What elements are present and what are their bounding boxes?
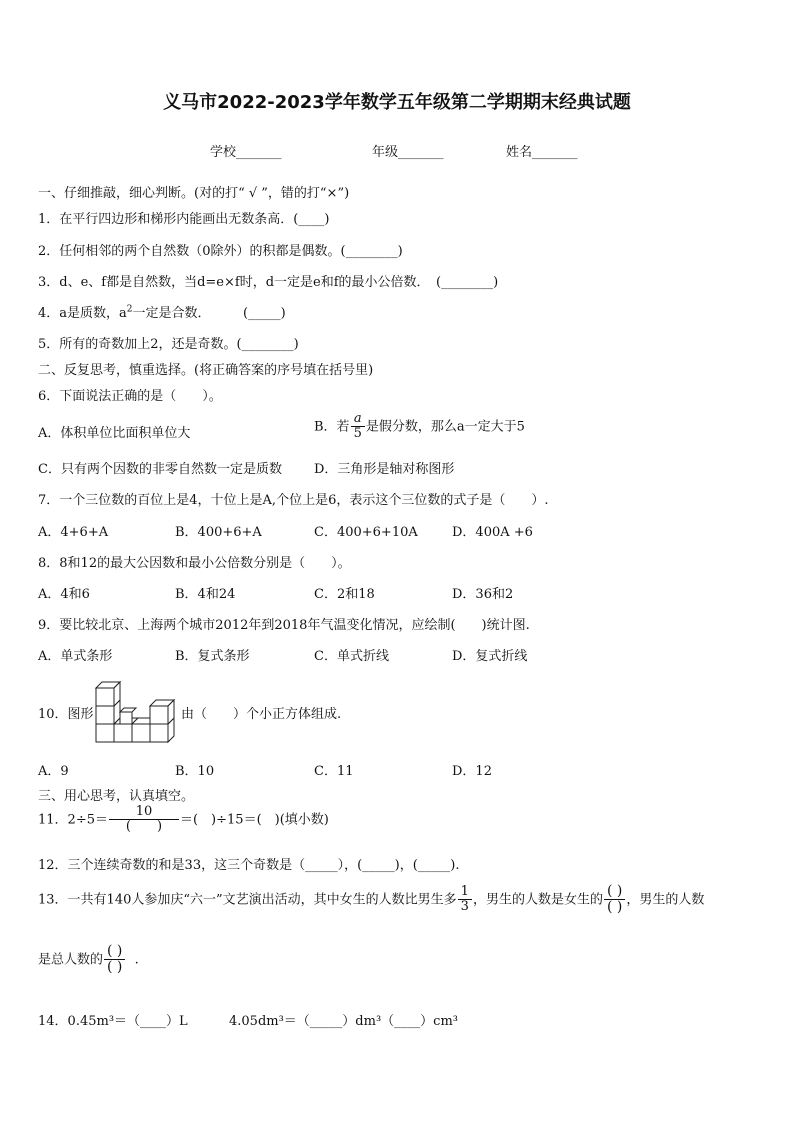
question-10-option-a: A．9 bbox=[38, 764, 69, 779]
fraction-numerator: ( ) bbox=[104, 944, 125, 960]
question-11-prefix: 11．2÷5＝ bbox=[38, 812, 108, 828]
question-4-part2: 一定是合数． (_____) bbox=[132, 306, 286, 321]
question-9-option-b: B．复式条形 bbox=[175, 649, 250, 664]
question-6-option-d: D．三角形是轴对称图形 bbox=[314, 462, 455, 477]
question-6-option-c: C．只有两个因数的非零自然数一定是质数 bbox=[38, 462, 282, 477]
cube-left-middle bbox=[96, 706, 114, 724]
question-13-part4: 是总人数的 bbox=[38, 952, 104, 968]
option-b-prefix: B．若 bbox=[314, 419, 350, 435]
cube-figure bbox=[94, 674, 180, 746]
question-8-option-b: B．4和24 bbox=[175, 587, 236, 602]
question-8-option-c: C．2和18 bbox=[314, 587, 375, 602]
question-8-option-a: A．4和6 bbox=[38, 587, 90, 602]
section-3-heading: 三、用心思考，认真填空。 bbox=[38, 789, 195, 804]
fraction-numerator: ( ) bbox=[604, 884, 625, 900]
fraction-blank-2 bbox=[104, 944, 125, 976]
question-4-part1: 4．a是质数，a bbox=[38, 306, 127, 321]
question-7-option-b: B．400+6+A bbox=[175, 525, 262, 540]
question-13-end: . bbox=[134, 952, 139, 968]
fraction-blank bbox=[604, 884, 625, 916]
fraction-1-over-3 bbox=[458, 885, 472, 915]
question-3: 3．d、e、f都是自然数，当d=e×f时，d一定是e和f的最小公倍数． (________) bbox=[38, 275, 499, 290]
fraction-denominator: ( ) bbox=[606, 899, 623, 916]
question-5: 5．所有的奇数加上2，还是奇数。(________) bbox=[38, 337, 299, 352]
question-10-prefix: 10．图形 bbox=[38, 707, 94, 722]
fraction-denominator: ( ) bbox=[125, 819, 163, 835]
cube-bottom-1 bbox=[96, 724, 114, 742]
question-10-option-d: D．12 bbox=[452, 764, 492, 779]
question-9: 9．要比较北京、上海两个城市2012年到2018年气温变化情况，应绘制( )统计图. bbox=[38, 618, 530, 633]
page-title: 义马市2022-2023学年数学五年级第二学期期末经典试题 bbox=[163, 92, 631, 113]
question-13 bbox=[38, 884, 704, 916]
grade-field: 年级_______ bbox=[372, 145, 444, 160]
option-b-suffix: 是假分数，那么a一定大于5 bbox=[365, 419, 525, 435]
question-7: 7．一个三位数的百位上是4，十位上是A,个位上是6，表示这个三位数的式子是（ ）. bbox=[38, 493, 549, 508]
question-10-suffix: 由（ ）个小正方体组成. bbox=[181, 707, 342, 722]
question-13-part2: ，男生的人数是女生的 bbox=[472, 892, 603, 908]
fraction-denominator: 3 bbox=[460, 899, 469, 915]
question-7-option-a: A．4+6+A bbox=[38, 525, 109, 540]
cube-bottom-4 bbox=[150, 724, 168, 742]
fraction-10-over-blank bbox=[109, 805, 179, 835]
fraction-numerator: a bbox=[351, 412, 365, 427]
cube-step bbox=[120, 712, 132, 724]
question-4 bbox=[38, 302, 286, 321]
section-1-heading: 一、仔细推敲，细心判断。(对的打“ √ ”，错的打“×”) bbox=[38, 186, 350, 201]
question-9-option-a: A．单式条形 bbox=[38, 649, 113, 664]
fraction-numerator: 10 bbox=[109, 805, 179, 820]
section-2-heading: 二、反复思考，慎重选择。(将正确答案的序号填在括号里) bbox=[38, 363, 374, 378]
question-6: 6．下面说法正确的是（ ）。 bbox=[38, 389, 222, 404]
cube-bottom-2 bbox=[114, 724, 132, 742]
question-11-suffix: ＝( )÷15＝( )(填小数) bbox=[179, 812, 329, 828]
question-7-option-c: C．400+6+10A bbox=[314, 525, 418, 540]
question-8: 8．8和12的最大公因数和最小公倍数分别是（ ）。 bbox=[38, 556, 351, 571]
question-6-option-a: A．体积单位比面积单位大 bbox=[38, 426, 191, 441]
question-6-option-b bbox=[314, 412, 525, 442]
school-field: 学校_______ bbox=[210, 145, 282, 160]
question-13-line2 bbox=[38, 944, 139, 976]
question-12: 12．三个连续奇数的和是33，这三个奇数是（_____），(_____)，(_____). bbox=[38, 858, 460, 873]
question-11 bbox=[38, 805, 329, 835]
question-8-option-d: D．36和2 bbox=[452, 587, 514, 602]
question-10-option-c: C．11 bbox=[314, 764, 354, 779]
question-2: 2．任何相邻的两个自然数（0除外）的积都是偶数。(________) bbox=[38, 244, 403, 259]
fraction-a-over-5 bbox=[351, 412, 365, 442]
question-14-part1: 14．0.45m³＝（____）L bbox=[38, 1014, 188, 1029]
question-13-part3: ，男生的人数 bbox=[626, 892, 705, 908]
question-1: 1．在平行四边形和梯形内能画出无数条高．(____) bbox=[38, 212, 330, 227]
fraction-denominator: ( ) bbox=[107, 959, 123, 976]
question-9-option-d: D．复式折线 bbox=[452, 649, 528, 664]
question-13-part1: 13．一共有140人参加庆“六一”文艺演出活动，其中女生的人数比男生多 bbox=[38, 892, 457, 908]
question-14-part2: 4.05dm³＝（_____）dm³（____）cm³ bbox=[229, 1014, 458, 1029]
fraction-denominator: 5 bbox=[353, 426, 362, 442]
cube-right-middle bbox=[150, 706, 168, 724]
fraction-numerator: 1 bbox=[458, 885, 472, 900]
name-field: 姓名_______ bbox=[506, 145, 578, 160]
cube-bottom-3 bbox=[132, 724, 150, 742]
question-9-option-c: C．单式折线 bbox=[314, 649, 389, 664]
question-4-superscript: 2 bbox=[126, 304, 133, 315]
cube-left-top bbox=[96, 688, 114, 706]
cube-step-top bbox=[120, 708, 136, 712]
question-10-option-b: B．10 bbox=[175, 764, 215, 779]
question-7-option-d: D．400A +6 bbox=[452, 525, 533, 540]
